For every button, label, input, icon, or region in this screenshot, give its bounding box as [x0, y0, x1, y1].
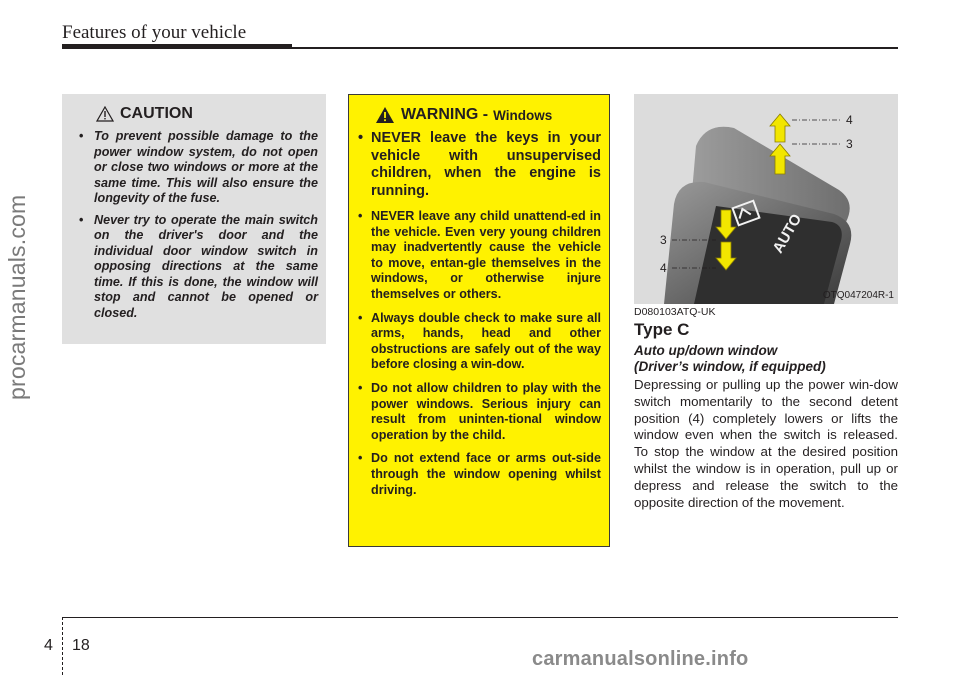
- footer-rule: [62, 617, 898, 618]
- side-watermark: procarmanuals.com: [4, 194, 30, 400]
- window-switch-figure: [634, 94, 898, 304]
- section-body: Depressing or pulling up the power win-dow switch momentarily to the second detent position (4) completely lowers or lifts the window even when the switch is released. To stop the window at the desired position whilst the window is in operation, pull up or depress and release the switch to the opposite direction of the movement.: [634, 377, 898, 510]
- section-title: Type C: [634, 320, 690, 339]
- footer-divider: [62, 617, 63, 675]
- caution-item: • To prevent possible damage to the power window system, do not open or close two windows or more at the same time. This will also ensure the longevity of the fuse.: [72, 129, 318, 207]
- switch-auto-label: AUTO: [769, 211, 806, 257]
- warning-item: • Do not allow children to play with the power windows. Serious injury can result from uninten-tional window operation by the child.: [357, 381, 601, 443]
- warning-item: • Always double check to make sure all arms, hands, head and other obstructions are safely out of the way before closing a win-dow.: [357, 311, 601, 373]
- warning-title: WARNING -: [401, 106, 489, 123]
- callout-label: 3: [660, 233, 667, 247]
- warning-item: • NEVER leave the keys in your vehicle with unsupervised children, when the engine is running.: [357, 130, 601, 200]
- caution-list: [72, 129, 318, 321]
- callout-label: 3: [846, 137, 853, 151]
- caution-box: [62, 94, 326, 344]
- section-subtitle: [634, 343, 898, 375]
- doc-code: D080103ATQ-UK: [634, 306, 716, 318]
- warning-box: [348, 94, 610, 547]
- caution-header: [96, 103, 318, 125]
- callout-label: 4: [660, 261, 667, 275]
- caution-item: • Never try to operate the main switch on the driver's door and the individual door window switch in opposing directions at the same time. If this is done, the window will stop and cannot be opened or closed.: [72, 213, 318, 322]
- subtitle-line: (Driver’s window, if equipped): [634, 359, 826, 374]
- chapter-number: 4: [44, 637, 53, 654]
- warning-list: [357, 130, 601, 498]
- callout-label: 4: [846, 113, 853, 127]
- caution-title: CAUTION: [120, 105, 193, 122]
- header-rule-thin: [292, 47, 898, 49]
- warning-item: • Do not extend face or arms out-side through the window opening whilst driving.: [357, 451, 601, 498]
- warning-triangle-icon: [375, 106, 395, 124]
- subtitle-line: Auto up/down window: [634, 343, 778, 358]
- warning-header: [375, 104, 601, 126]
- window-switch-illustration: [634, 94, 898, 304]
- warning-subtitle: Windows: [493, 107, 553, 123]
- header-rule-thick: [62, 44, 292, 49]
- page-number: 18: [72, 637, 90, 654]
- page-header-title: Features of your vehicle: [62, 22, 247, 43]
- figure-code: OTQ047204R-1: [822, 290, 894, 301]
- warning-item: • NEVER leave any child unattend-ed in the vehicle. Even very young children may inadvertently cause the vehicle to move, entan-gle themselves in the windows, or otherwise injure themselves or others.: [357, 209, 601, 303]
- caution-triangle-icon: [96, 106, 114, 122]
- up-arrow-outer-icon: [770, 114, 790, 142]
- bottom-watermark: carmanualsonline.info: [532, 648, 749, 670]
